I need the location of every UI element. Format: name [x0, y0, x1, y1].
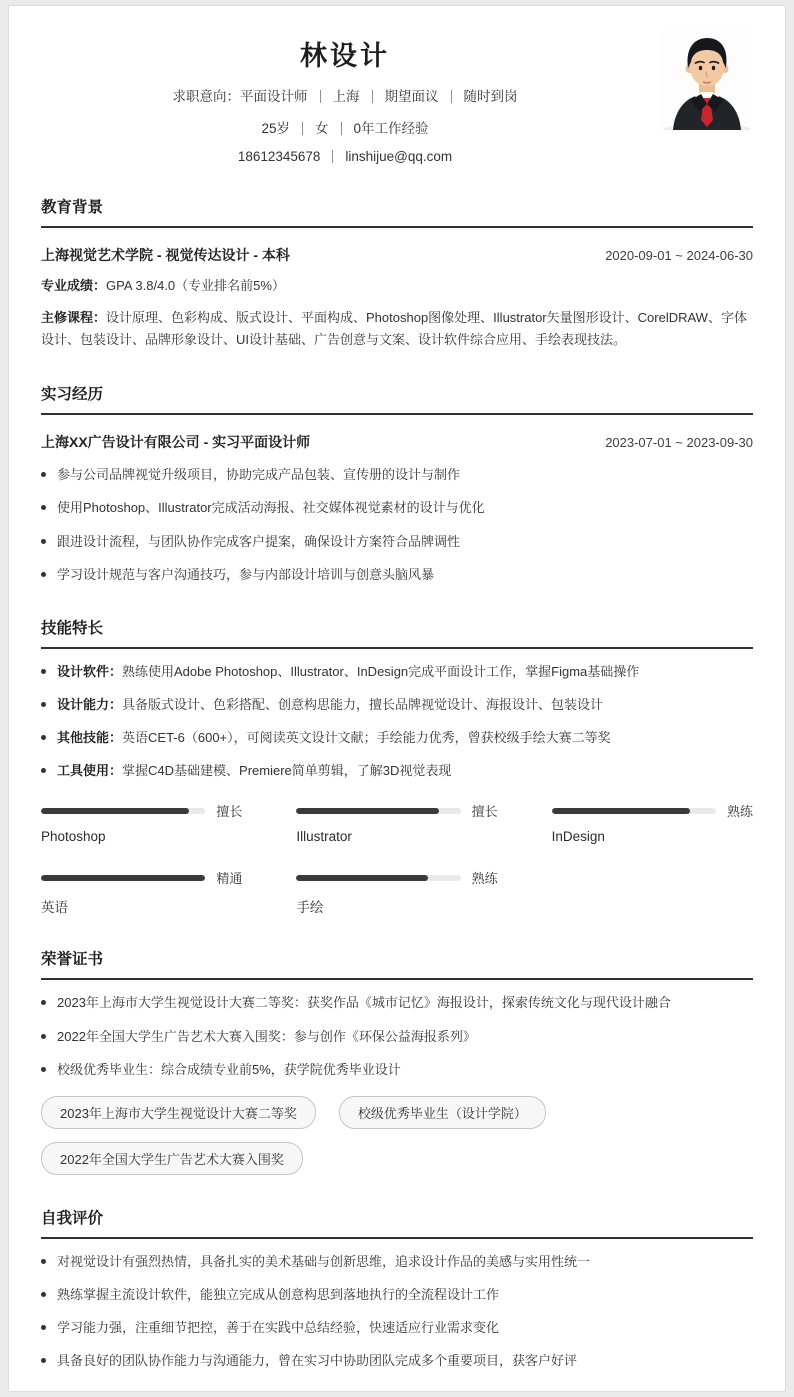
skill-name: Photoshop — [41, 829, 106, 845]
skill-name: InDesign — [551, 829, 605, 845]
honor-tag: 2023年上海市大学生视觉设计大赛二等奖 — [41, 1096, 316, 1129]
section-title: 技能特长 — [41, 616, 753, 649]
company-position: 上海XX广告设计有限公司 - 实习平面设计师 — [41, 434, 311, 451]
bullet-dot — [41, 1358, 46, 1363]
gpa-line — [41, 275, 753, 297]
section-title: 实习经历 — [41, 382, 753, 415]
skill-bar-grid — [41, 801, 753, 916]
bullet-text: 具备良好的团队协作能力与沟通能力，曾在实习中协助团队完成多个重要项目，获客户好评 — [57, 1353, 578, 1369]
bullet-item — [41, 565, 753, 585]
bullet-dot — [41, 572, 46, 577]
skill-bar-english — [41, 868, 242, 916]
intent-salary: 期望面议 — [384, 89, 439, 104]
bullet-item — [41, 1252, 753, 1272]
bullet-dot — [41, 669, 46, 674]
honor-tag: 2022年全国大学生广告艺术大赛入围奖 — [41, 1142, 303, 1175]
contact-line — [41, 149, 649, 164]
evaluation-bullet-list — [41, 1252, 753, 1372]
gpa-value: GPA 3.8/4.0（专业排名前5%） — [106, 278, 285, 293]
bullet-item — [41, 761, 753, 781]
bullet-item — [41, 498, 753, 518]
phone-number: 18612345678 — [237, 149, 321, 164]
bullet-text: 设计软件：熟练使用Adobe Photoshop、Illustrator、InDesign完成平面设计工作，掌握Figma基础操作 — [57, 663, 640, 679]
section-skills — [41, 616, 753, 917]
section-internship — [41, 382, 753, 585]
courses-label: 主修课程： — [41, 310, 107, 326]
gpa-label: 专业成绩： — [41, 278, 107, 293]
skill-bar-track — [552, 808, 716, 814]
divider — [320, 90, 321, 103]
bullet-text: 2022年全国大学生广告艺术大赛入围奖：参与创作《环保公益海报系列》 — [57, 1028, 476, 1044]
bullet-text: 对视觉设计有强烈热情，具备扎实的美术基础与创新思维，追求设计作品的美感与实用性统一 — [57, 1253, 591, 1269]
skill-bar-fill — [296, 875, 427, 881]
bullet-text: 熟练掌握主流设计软件，能独立完成从创意构思到落地执行的全流程设计工作 — [57, 1286, 500, 1302]
divider — [302, 122, 303, 135]
internship-entry-head — [41, 432, 753, 452]
section-self-evaluation — [41, 1206, 753, 1372]
email-address: linshijue@qq.com — [345, 149, 453, 164]
skill-level-label: 熟练 — [726, 804, 753, 820]
skill-bar-photoshop — [41, 801, 242, 844]
divider — [341, 122, 342, 135]
bullet-dot — [41, 1259, 46, 1264]
skill-level-label: 擅长 — [216, 804, 243, 820]
intent-availability: 随时到岗 — [463, 89, 518, 104]
bullet-dot — [41, 1325, 46, 1330]
bullet-dot — [41, 539, 46, 544]
bullet-item — [41, 695, 753, 715]
resume-header — [41, 30, 753, 164]
bullet-text: 设计能力：具备版式设计、色彩搭配、创意构思能力，擅长品牌视觉设计、海报设计、包装设计 — [57, 696, 604, 712]
section-honors — [41, 947, 753, 1174]
skill-bar-track — [41, 808, 205, 814]
bullet-item — [41, 532, 753, 552]
skill-name: 英语 — [41, 900, 68, 916]
candidate-name: 林设计 — [300, 41, 390, 71]
skill-bar-sketching — [296, 868, 497, 916]
bullet-text: 工具使用：掌握C4D基础建模、Premiere简单剪辑，了解3D视觉表现 — [57, 763, 452, 779]
bullet-text: 使用Photoshop、Illustrator完成活动海报、社交媒体视觉素材的设计与优化 — [57, 500, 485, 516]
section-title: 教育背景 — [41, 195, 753, 228]
work-experience: 0年工作经验 — [353, 121, 429, 136]
courses-line — [41, 307, 753, 351]
bullet-dot — [41, 1292, 46, 1297]
personal-meta-line — [41, 117, 649, 137]
bullet-item — [41, 1351, 753, 1371]
intent-city: 上海 — [332, 89, 360, 104]
skills-bullet-list — [41, 662, 753, 782]
skill-name: 手绘 — [296, 900, 324, 916]
bullet-item — [41, 1060, 753, 1080]
skill-bar-track — [296, 875, 460, 881]
section-title: 荣誉证书 — [41, 947, 753, 980]
bullet-item — [41, 1285, 753, 1305]
profile-photo — [661, 30, 753, 130]
bullet-text: 跟进设计流程，与团队协作完成客户提案，确保设计方案符合品牌调性 — [57, 533, 461, 549]
skill-bar-fill — [41, 808, 189, 814]
section-title: 自我评价 — [41, 1206, 753, 1239]
bullet-dot — [41, 1034, 46, 1039]
skill-bar-track — [296, 808, 460, 814]
divider — [451, 90, 452, 103]
internship-bullet-list — [41, 465, 753, 585]
bullet-dot — [41, 505, 46, 510]
bullet-dot — [41, 702, 46, 707]
bullet-dot — [41, 1067, 46, 1072]
bullet-item — [41, 1318, 753, 1338]
internship-date-range: 2023-07-01 ~ 2023-09-30 — [605, 435, 753, 451]
resume-page — [8, 5, 786, 1392]
bullet-text: 其他技能：英语CET-6（600+），可阅读英文设计文献；手绘能力优秀，曾获校级手绘大赛二等奖 — [57, 730, 611, 746]
bullet-dot — [41, 768, 46, 773]
skill-bar-fill — [41, 875, 205, 881]
skill-level-label: 擅长 — [471, 804, 498, 820]
skill-name: Illustrator — [296, 829, 352, 845]
section-education — [41, 195, 753, 351]
avatar-illustration — [661, 30, 753, 130]
skill-bar-fill — [552, 808, 690, 814]
skill-bar-illustrator — [296, 801, 497, 844]
honor-tag: 校级优秀毕业生（设计学院） — [339, 1096, 546, 1129]
bullet-item — [41, 662, 753, 682]
skill-bar-indesign — [552, 801, 753, 844]
courses-value: 设计原理、色彩构成、版式设计、平面构成、Photoshop图像处理、Illustrator矢量图形设计、CorelDRAW、字体设计、包装设计、品牌形象设计、UI设计基础、广告创意与文案、设计软件综合应用、手绘表现技法。 — [41, 310, 747, 348]
bullet-dot — [41, 735, 46, 740]
bullet-text: 参与公司品牌视觉升级项目，协助完成产品包装、宣传册的设计与制作 — [57, 467, 461, 483]
skill-level-label: 精通 — [216, 871, 243, 887]
bullet-item — [41, 1027, 753, 1047]
education-entry-head — [41, 245, 753, 265]
skill-bar-track — [41, 875, 205, 881]
bullet-text: 校级优秀毕业生：综合成绩专业前5%，获学院优秀毕业设计 — [57, 1061, 401, 1077]
divider — [332, 150, 333, 163]
education-date-range: 2020-09-01 ~ 2024-06-30 — [605, 248, 753, 263]
bullet-item — [41, 728, 753, 748]
skill-level-label: 熟练 — [471, 871, 498, 887]
honor-tag-list — [41, 1096, 753, 1175]
skill-bar-fill — [296, 808, 439, 814]
bullet-item — [41, 993, 753, 1013]
bullet-text: 学习能力强，注重细节把控，善于在实践中总结经验，快速适应行业需求变化 — [57, 1320, 500, 1336]
job-intent-line — [41, 85, 649, 105]
bullet-dot — [41, 1000, 46, 1005]
bullet-text: 2023年上海市大学生视觉设计大赛二等奖：获奖作品《城市记忆》海报设计，探索传统文化与现代设计融合 — [57, 995, 671, 1011]
bullet-dot — [41, 472, 46, 477]
honors-bullet-list — [41, 993, 753, 1079]
school-degree: 上海视觉艺术学院 - 视觉传达设计 - 本科 — [41, 247, 290, 263]
job-intent: 求职意向：平面设计师 — [172, 89, 308, 104]
divider — [372, 90, 373, 103]
bullet-text: 学习设计规范与客户沟通技巧，参与内部设计培训与创意头脑风暴 — [57, 566, 435, 582]
age: 25岁 — [261, 121, 290, 136]
bullet-item — [41, 465, 753, 485]
header-text-block — [41, 30, 649, 164]
gender: 女 — [315, 121, 329, 136]
